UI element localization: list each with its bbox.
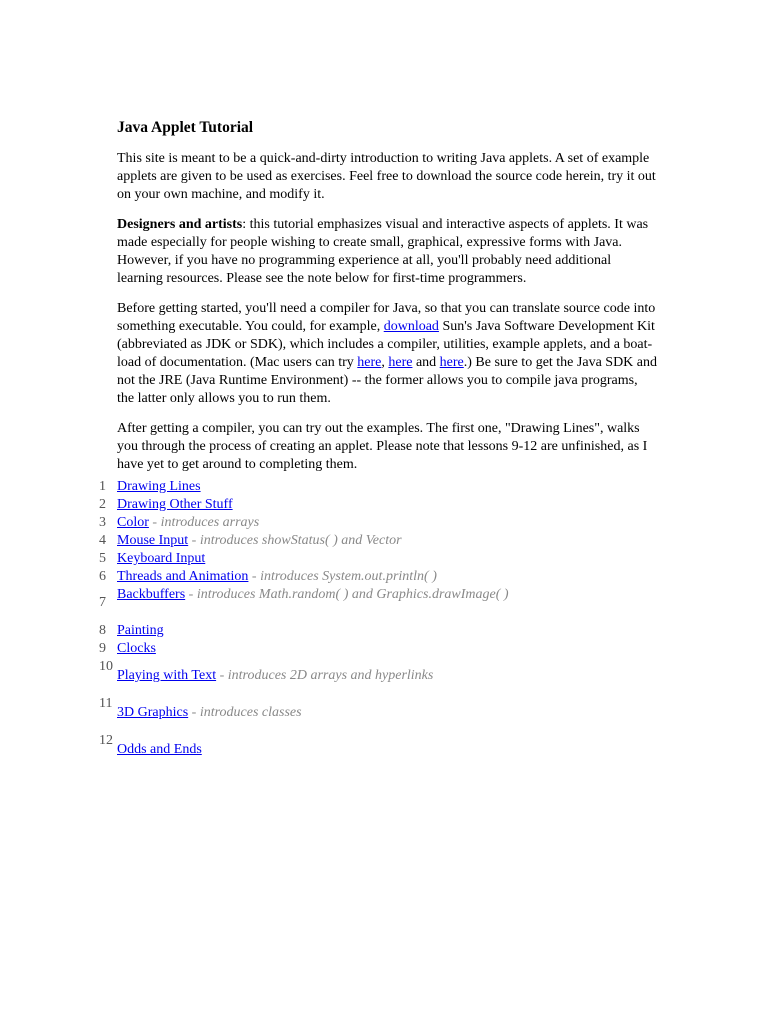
lesson-link[interactable]: Drawing Other Stuff	[117, 497, 233, 512]
lesson-number: 9	[99, 641, 106, 656]
designers-heading: Designers and artists	[117, 217, 243, 232]
lesson-note: introduces System.out.println( )	[260, 569, 437, 584]
lesson-number: 3	[99, 515, 106, 530]
lesson-separator: -	[185, 587, 197, 602]
examples-intro-paragraph: After getting a compiler, you can try out the examples. The first one, "Drawing Lines", walks you through the process of creating an applet. Please note that lessons 9-12 are unfinished, as I have yet to get around to completing them.	[117, 421, 648, 472]
page-title: Java Applet Tutorial	[117, 119, 254, 136]
mac-link-2[interactable]: here	[388, 355, 413, 370]
lesson-note: introduces classes	[199, 705, 302, 720]
lesson-link[interactable]: Painting	[117, 623, 164, 638]
compiler-comma: ,	[381, 355, 389, 370]
lesson-link[interactable]: Backbuffers	[117, 587, 186, 602]
mac-link-3[interactable]: here	[439, 355, 464, 370]
download-link[interactable]: download	[383, 319, 439, 334]
lesson-number: 2	[99, 497, 106, 512]
lesson-number: 6	[99, 569, 106, 584]
lesson-number: 5	[99, 551, 106, 566]
lesson-list	[99, 478, 639, 769]
lesson-note: introduces showStatus( ) and Vector	[199, 533, 402, 548]
lesson-item	[99, 658, 639, 695]
compiler-paragraph	[117, 300, 657, 408]
lesson-link[interactable]: Mouse Input	[117, 533, 189, 548]
lesson-item	[99, 568, 639, 586]
lesson-separator: -	[188, 705, 200, 720]
lesson-item	[99, 478, 639, 496]
intro-paragraph: This site is meant to be a quick-and-dirty introduction to writing Java applets. A set of example applets are given to be used as exercises. Feel free to download the source code herein, try it out on your own machine, and modify it.	[117, 151, 656, 202]
lesson-note: introduces arrays	[160, 515, 260, 530]
compiler-text-2: Sun's Java Software Development Kit (abbreviated as JDK or SDK), which includes a compiler, utilities, example applets, and a boat-load of documentation. (Mac users can try	[117, 319, 655, 370]
designers-paragraph	[117, 216, 657, 288]
lesson-item	[99, 732, 639, 769]
lesson-item	[99, 640, 639, 658]
lesson-link[interactable]: Keyboard Input	[117, 551, 206, 566]
lesson-link[interactable]: Playing with Text	[117, 668, 217, 683]
lesson-number: 8	[99, 623, 106, 638]
lesson-item	[99, 514, 639, 532]
compiler-text-1: Before getting started, you'll need a compiler for Java, so that you can translate source code into something executable. You could, for example,	[117, 301, 656, 334]
lesson-number: 11	[99, 696, 113, 711]
lesson-number: 12	[99, 733, 113, 748]
lesson-item	[99, 622, 639, 640]
lesson-separator: -	[148, 515, 161, 530]
lesson-separator: -	[188, 533, 200, 548]
compiler-text-3: .) Be sure to get the Java SDK and not the JRE (Java Runtime Environment) -- the former allows you to compile java programs, the latter only allows you to run them.	[117, 355, 657, 406]
lesson-number: 1	[99, 479, 106, 494]
lesson-number: 4	[99, 533, 106, 548]
lesson-number: 10	[99, 659, 113, 674]
tutorial-page	[99, 118, 657, 769]
lesson-note: introduces Math.random( ) and Graphics.drawImage( )	[196, 587, 509, 602]
lesson-item	[99, 496, 639, 514]
lesson-link[interactable]: 3D Graphics	[117, 705, 189, 720]
lesson-separator: -	[216, 668, 228, 683]
lesson-item	[99, 550, 639, 568]
lesson-item	[99, 695, 639, 732]
lesson-number: 7	[99, 595, 106, 610]
lesson-link[interactable]: Clocks	[117, 641, 156, 656]
lesson-link[interactable]: Threads and Animation	[117, 569, 249, 584]
lesson-link[interactable]: Odds and Ends	[117, 742, 202, 757]
lesson-separator: -	[248, 569, 261, 584]
lesson-note: introduces 2D arrays and hyperlinks	[227, 668, 434, 683]
compiler-and: and	[412, 355, 440, 370]
lesson-item	[99, 532, 639, 550]
lesson-item	[99, 586, 639, 622]
mac-link-1[interactable]: here	[357, 355, 382, 370]
lesson-link[interactable]: Drawing Lines	[117, 479, 201, 494]
designers-text: : this tutorial emphasizes visual and interactive aspects of applets. It was made especially for people wishing to create small, graphical, expressive forms with Java. However, if you have no programming experience at all, you'll probably need additional learning resources. Please see the note below for first-time programmers.	[117, 217, 649, 286]
lesson-link[interactable]: Color	[117, 515, 149, 530]
